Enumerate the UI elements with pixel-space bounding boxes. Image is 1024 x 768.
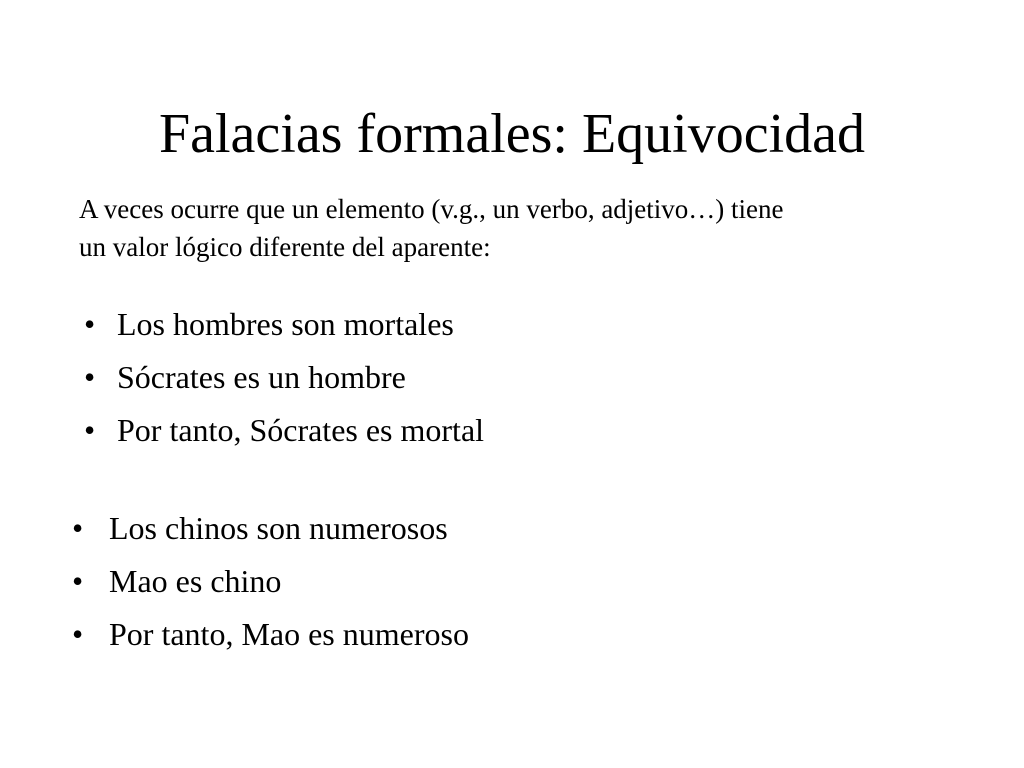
bullet-icon: • [84, 306, 96, 342]
list-item [69, 555, 469, 608]
bullet-icon: • [72, 616, 84, 652]
intro-line-1: A veces ocurre que un elemento (v.g., un verbo, adjetivo…) tiene [79, 194, 784, 224]
list-item [79, 404, 484, 457]
list-item-text: Por tanto, Mao es numeroso [109, 616, 469, 652]
intro-paragraph [79, 190, 999, 266]
list-item [79, 298, 484, 351]
list-item-text: Sócrates es un hombre [117, 359, 406, 395]
list-item-text: Por tanto, Sócrates es mortal [117, 412, 485, 448]
intro-line-2: un valor lógico diferente del aparente: [79, 232, 491, 262]
slide-title: Falacias formales: Equivocidad [159, 103, 865, 165]
list-item [69, 608, 469, 661]
bullet-icon: • [84, 359, 96, 395]
list-item-text: Mao es chino [109, 563, 282, 599]
list-item [79, 351, 484, 404]
syllogism-list-1 [79, 298, 484, 457]
bullet-icon: • [72, 563, 84, 599]
list-item-text: Los chinos son numerosos [109, 510, 448, 546]
bullet-icon: • [72, 510, 84, 546]
list-item-text: Los hombres son mortales [117, 306, 454, 342]
bullet-icon: • [84, 412, 96, 448]
list-item [69, 502, 469, 555]
syllogism-list-2 [69, 502, 469, 661]
